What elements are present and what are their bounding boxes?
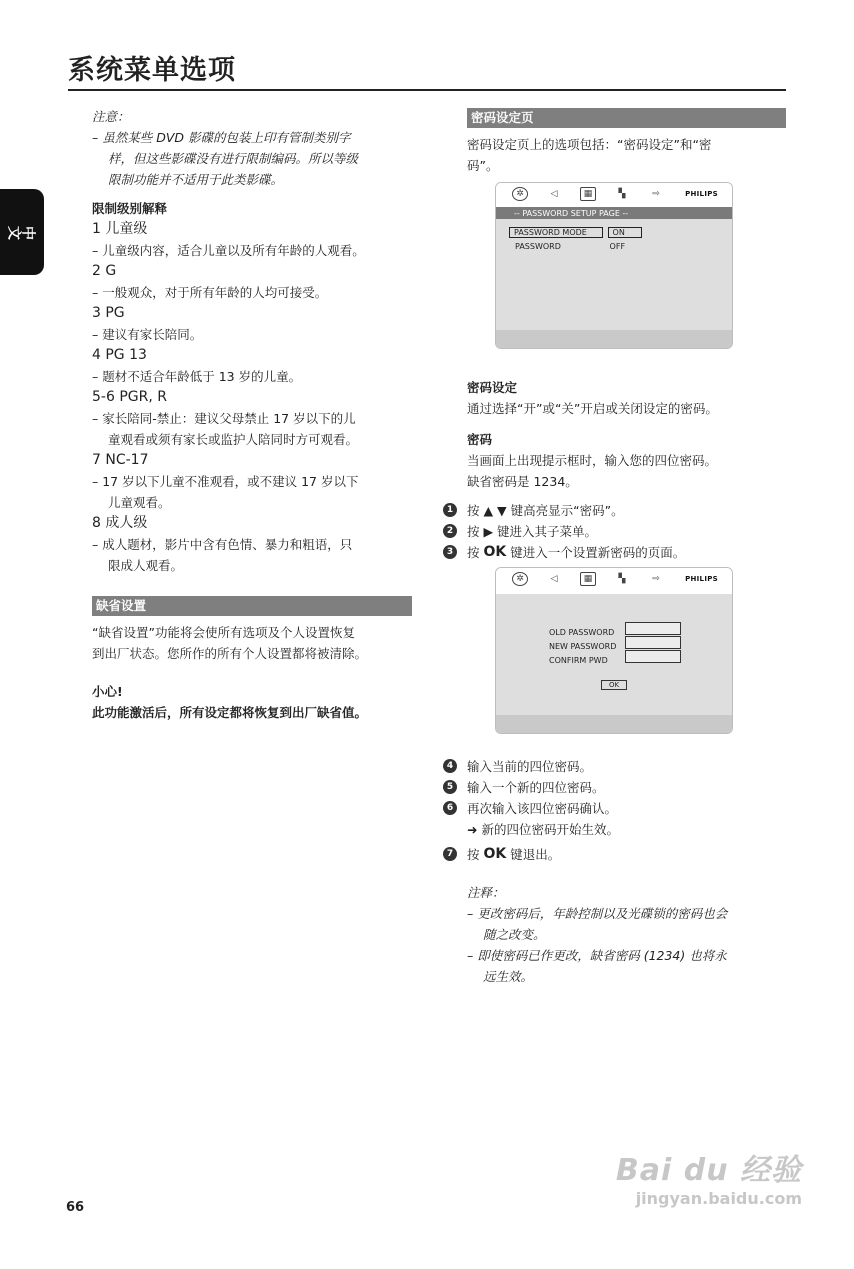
step-text: 输入一个新的四位密码。 — [467, 780, 605, 795]
exit-icon: ⇨ — [652, 574, 660, 584]
default-text: 到出厂状态。您所作的所有个人设置都将被清除。 — [92, 646, 368, 661]
password-intro — [467, 134, 787, 176]
password-page-heading: 密码设定页 — [467, 108, 786, 128]
rating-title: 1 儿童级 — [92, 221, 148, 237]
intro-text: 码”。 — [467, 158, 499, 173]
step-bullet: 5 — [443, 780, 457, 794]
step-bullet: 4 — [443, 759, 457, 773]
step-text: 键进入一个设置新密码的页面。 — [510, 545, 686, 560]
step-text: 按 — [467, 545, 480, 560]
code-text: 缺省密码是 1234。 — [467, 474, 578, 489]
new-password-field[interactable] — [625, 636, 681, 649]
password-value: OFF — [609, 242, 626, 251]
ok-key: OK — [483, 544, 507, 560]
step-bullet: 1 — [443, 503, 457, 517]
note-line: – 虽然某些 DVD 影碟的包装上印有管制类别字 — [92, 130, 351, 145]
caution-text: 此功能激活后，所有设定都将恢复到出厂缺省值。 — [92, 705, 368, 720]
watermark-sub: jingyan.baidu.com — [635, 1189, 802, 1208]
rating-desc: 限成人观看。 — [108, 558, 184, 573]
note-label: 注意： — [92, 109, 130, 124]
watermark-main: Bai du 经验 — [615, 1153, 802, 1188]
note-line: 样，但这些影碟没有进行限制编码。所以等级 — [108, 151, 359, 166]
intro-text: 密码设定页上的选项包括：“密码设定”和“密 — [467, 137, 712, 152]
brand-logo: PHILIPS — [685, 575, 718, 583]
rating-title: 3 PG — [92, 305, 125, 321]
password-setup-screen — [495, 182, 733, 349]
rating-desc: 童观看或须有家长或监护人陪同时方可观看。 — [108, 432, 359, 447]
rating-desc: – 一般观众，对于所有年龄的人均可接受。 — [92, 285, 328, 300]
ok-button[interactable]: OK — [601, 680, 627, 690]
title-rule — [68, 89, 786, 91]
preferences-icon: ▚ — [618, 574, 626, 584]
gear-icon: ✲ — [512, 572, 528, 586]
rating-title: 8 成人级 — [92, 515, 148, 531]
page-number: 66 — [66, 1200, 85, 1215]
rating-desc: – 成人题材，影片中含有色情、暴力和粗语，只 — [92, 537, 353, 552]
note-line: 随之改变。 — [483, 927, 546, 942]
video-icon: ▦ — [580, 187, 596, 201]
page-title: 系统菜单选项 — [68, 55, 236, 86]
note-line: – 即使密码已作更改，缺省密码 (1234) 也将永 — [467, 948, 727, 963]
exit-icon: ⇨ — [652, 189, 660, 199]
step-bullet: 6 — [443, 801, 457, 815]
setup-page-banner: -- PASSWORD SETUP PAGE -- — [496, 207, 732, 219]
step-text: 按 ▶ 键进入其子菜单。 — [467, 524, 598, 539]
confirm-password-field[interactable] — [625, 650, 681, 663]
change-password-screen — [495, 567, 733, 734]
step-1 — [443, 500, 783, 521]
steps-1-3 — [443, 500, 783, 563]
step-text: 键退出。 — [510, 847, 561, 862]
code-heading: 密码 — [467, 432, 493, 447]
default-text: “缺省设置”功能将会使所有选项及个人设置恢复 — [92, 625, 355, 640]
screen-body — [496, 207, 732, 348]
baidu-watermark — [616, 1145, 802, 1208]
mode-heading: 密码设定 — [467, 380, 518, 395]
step-text: 输入当前的四位密码。 — [467, 759, 593, 774]
note-line: 限制功能并不适用于此类影碟。 — [108, 172, 284, 187]
speaker-icon: ◁ — [550, 574, 558, 584]
code-text: 当画面上出现提示框时，输入您的四位密码。 — [467, 453, 718, 468]
notes-block — [467, 882, 787, 987]
step-text: 再次输入该四位密码确认。 — [467, 801, 618, 816]
password-label[interactable]: PASSWORD — [515, 242, 561, 251]
language-tab-label: 中文 — [8, 224, 36, 240]
speaker-icon: ◁ — [550, 189, 558, 199]
step-6 — [443, 798, 783, 819]
gear-icon: ✲ — [512, 187, 528, 201]
caution-label: 小心! — [92, 684, 123, 699]
note-line: – 更改密码后，年龄控制以及光碟锁的密码也会 — [467, 906, 728, 921]
password-mode-label[interactable]: PASSWORD MODE — [509, 227, 603, 238]
default-settings-body — [92, 622, 422, 723]
rating-title: 5-6 PGR, R — [92, 389, 167, 405]
menu-icon-bar — [496, 568, 732, 590]
language-tab — [0, 189, 44, 275]
rating-title: 4 PG 13 — [92, 347, 147, 363]
ok-key: OK — [483, 846, 507, 862]
left-column — [92, 106, 412, 576]
rating-desc: – 儿童级内容，适合儿童以及所有年龄的人观看。 — [92, 243, 365, 258]
rating-desc: 儿童观看。 — [108, 495, 171, 510]
step-text: 按 — [467, 847, 480, 862]
default-settings-heading: 缺省设置 — [92, 596, 412, 616]
video-icon: ▦ — [580, 572, 596, 586]
preferences-icon: ▚ — [618, 189, 626, 199]
old-password-field[interactable] — [625, 622, 681, 635]
confirm-password-label: CONFIRM PWD — [549, 656, 608, 665]
screen-footer — [496, 715, 732, 733]
step-5 — [443, 777, 783, 798]
mode-text: 通过选择“开”或“关”开启或关闭设定的密码。 — [467, 401, 718, 416]
step-4 — [443, 756, 783, 777]
rating-desc: – 17 岁以下儿童不准观看，或不建议 17 岁以下 — [92, 474, 359, 489]
rating-title: 7 NC-17 — [92, 452, 149, 468]
step-3 — [443, 542, 783, 563]
step-7 — [443, 844, 783, 865]
ratings-heading: 限制级别解释 — [92, 201, 168, 216]
rating-desc: – 家长陪同-禁止：建议父母禁止 17 岁以下的儿 — [92, 411, 356, 426]
menu-icon-bar — [496, 183, 732, 205]
password-details — [467, 377, 797, 492]
brand-logo: PHILIPS — [685, 190, 718, 198]
steps-4-7 — [443, 756, 783, 865]
password-mode-value[interactable]: ON — [608, 227, 642, 238]
screen-body — [496, 594, 732, 733]
step-bullet: 7 — [443, 847, 457, 861]
step-bullet: 3 — [443, 545, 457, 559]
rating-title: 2 G — [92, 263, 117, 279]
note-line: 远生效。 — [483, 969, 534, 984]
step-bullet: 2 — [443, 524, 457, 538]
old-password-label: OLD PASSWORD — [549, 628, 615, 637]
new-password-label: NEW PASSWORD — [549, 642, 617, 651]
rating-desc: – 题材不适合年龄低于 13 岁的儿童。 — [92, 369, 302, 384]
step-6-result: ➜ 新的四位密码开始生效。 — [467, 822, 619, 837]
screen-footer — [496, 330, 732, 348]
notes-label: 注释： — [467, 885, 505, 900]
step-2 — [443, 521, 783, 542]
step-text: 按 ▲ ▼ 键高亮显示“密码”。 — [467, 503, 624, 518]
rating-desc: – 建议有家长陪同。 — [92, 327, 203, 342]
